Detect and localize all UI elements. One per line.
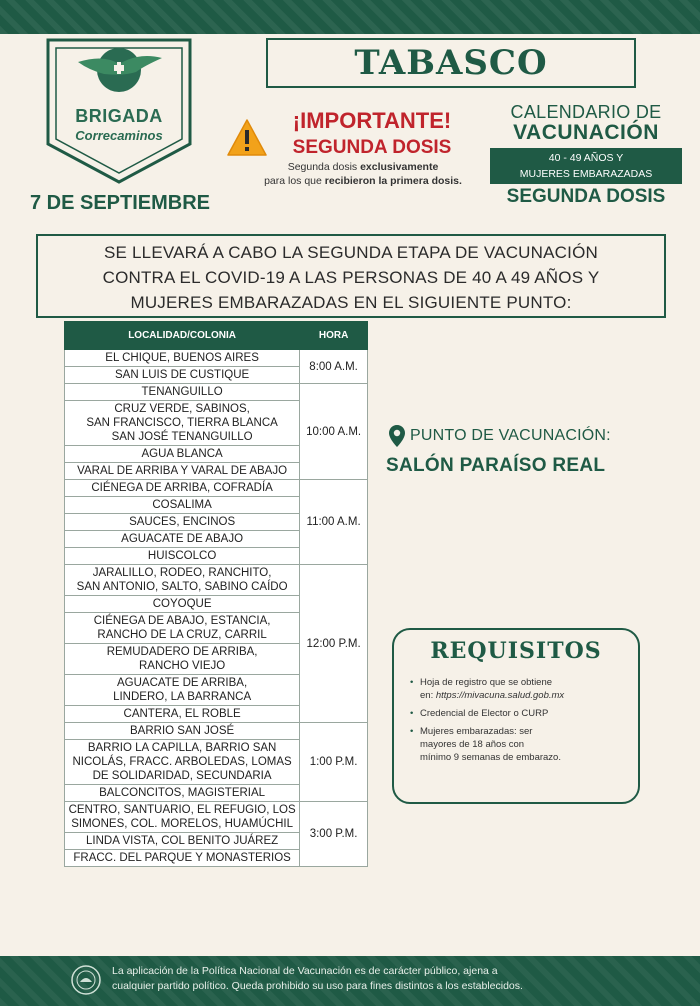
locality-line: EL CHIQUE, BUENOS AIRES xyxy=(105,352,259,364)
requirement-pregnant xyxy=(410,725,634,764)
announcement-line2: CONTRA EL COVID-19 A LAS PERSONAS DE 40 A 49 AÑOS Y xyxy=(102,268,600,287)
calendar-subtitle: VACUNACIÓN xyxy=(513,121,659,144)
requirements-title: REQUISITOS xyxy=(430,638,602,664)
locality-cell xyxy=(65,802,300,833)
requirements-list xyxy=(410,676,634,769)
target-group-box xyxy=(490,148,682,184)
locality-line: CIÉNEGA DE ARRIBA, COFRADÍA xyxy=(91,482,273,494)
locality-cell xyxy=(65,463,300,480)
vaccination-point-label-row xyxy=(388,424,678,448)
locality-cell xyxy=(65,723,300,740)
locality-line: TENANGUILLO xyxy=(141,386,223,398)
locality-line: CENTRO, SANTUARIO, EL REFUGIO, LOS xyxy=(68,804,296,816)
note-line2-text: para los que xyxy=(264,175,325,187)
locality-line: BARRIO LA CAPILLA, BARRIO SAN xyxy=(87,742,277,754)
footer-line2: cualquier partido político. Queda prohibido su uso para fines distintos a los establecidos. xyxy=(112,980,523,992)
vaccination-point-name: SALÓN PARAÍSO REAL xyxy=(386,455,606,476)
time-cell: 11:00 A.M. xyxy=(300,480,368,565)
table-row xyxy=(65,384,368,401)
requirement-registration-line1: Hoja de registro que se obtiene xyxy=(420,677,553,688)
header-time: HORA xyxy=(300,322,368,350)
target-group-line2: MUJERES EMBARAZADAS xyxy=(519,168,653,180)
state-title: TABASCO xyxy=(354,43,548,83)
table-row xyxy=(65,723,368,740)
schedule-body xyxy=(65,350,368,867)
locality-line: LINDERO, LA BARRANCA xyxy=(113,691,252,703)
location-pin-icon xyxy=(388,424,406,448)
locality-line: VARAL DE ARRIBA Y VARAL DE ABAJO xyxy=(77,465,288,477)
locality-line: CRUZ VERDE, SABINOS, xyxy=(114,403,250,415)
requirement-registration-prefix: en: xyxy=(420,690,436,701)
footer-line1: La aplicación de la Política Nacional de Vacunación es de carácter público, ajena a xyxy=(112,965,498,977)
badge-subtitle: Correcaminos xyxy=(75,128,163,143)
locality-line: DE SOLIDARIDAD, SECUNDARIA xyxy=(92,770,272,782)
requirements-box xyxy=(392,628,640,804)
locality-cell xyxy=(65,596,300,613)
requirement-pregnant-line2: mayores de 18 años con xyxy=(420,739,525,750)
locality-line: LINDA VISTA, COL BENITO JUÁREZ xyxy=(86,835,279,847)
calendar-title: CALENDARIO DE xyxy=(510,102,662,122)
government-seal-icon xyxy=(70,964,102,996)
locality-line: AGUACATE DE ABAJO xyxy=(121,533,244,545)
locality-line: RANCHO VIEJO xyxy=(138,660,226,672)
locality-cell xyxy=(65,675,300,706)
requirement-id xyxy=(410,707,634,720)
important-subtitle: SEGUNDA DOSIS xyxy=(292,137,452,158)
locality-line: AGUA BLANCA xyxy=(141,448,223,460)
locality-line: FRACC. DEL PARQUE Y MONASTERIOS xyxy=(73,852,291,864)
locality-cell xyxy=(65,401,300,446)
locality-line: COSALIMA xyxy=(152,499,212,511)
locality-cell xyxy=(65,785,300,802)
target-group-line1: 40 - 49 AÑOS Y xyxy=(548,152,624,164)
locality-cell xyxy=(65,644,300,675)
locality-line: SAN LUIS DE CUSTIQUE xyxy=(115,369,250,381)
table-row xyxy=(65,480,368,497)
time-cell: 10:00 A.M. xyxy=(300,384,368,480)
locality-line: SAUCES, ENCINOS xyxy=(129,516,236,528)
locality-line: SAN JOSÉ TENANGUILLO xyxy=(111,431,253,443)
locality-cell xyxy=(65,613,300,644)
table-row xyxy=(65,565,368,596)
time-cell: 8:00 A.M. xyxy=(300,350,368,384)
locality-cell xyxy=(65,446,300,463)
important-title: ¡IMPORTANTE! xyxy=(292,108,452,133)
table-row xyxy=(65,802,368,833)
footer-disclaimer xyxy=(112,964,632,994)
locality-line: SAN FRANCISCO, TIERRA BLANCA xyxy=(86,417,278,429)
note-line1-text: Segunda dosis xyxy=(287,161,361,173)
locality-cell xyxy=(65,350,300,367)
registration-link[interactable]: https://mivacuna.salud.gob.mx xyxy=(435,690,565,701)
locality-line: SAN ANTONIO, SALTO, SABINO CAÍDO xyxy=(76,581,288,593)
locality-line: CIÉNEGA DE ABAJO, ESTANCIA, xyxy=(93,615,271,627)
requirement-id-text: Credencial de Elector o CURP xyxy=(420,708,549,719)
locality-cell xyxy=(65,833,300,850)
locality-cell xyxy=(65,548,300,565)
dose-eligibility-note xyxy=(232,160,494,188)
note-line1-bold: exclusivamente xyxy=(360,161,439,173)
locality-line: AGUACATE DE ARRIBA, xyxy=(117,677,248,689)
locality-line: HUISCOLCO xyxy=(147,550,217,562)
locality-cell xyxy=(65,367,300,384)
schedule-header-row xyxy=(65,322,368,350)
locality-line: RANCHO DE LA CRUZ, CARRIL xyxy=(97,629,267,641)
locality-cell xyxy=(65,850,300,867)
announcement-line1: SE LLEVARÁ A CABO LA SEGUNDA ETAPA DE VACUNACIÓN xyxy=(104,243,598,262)
locality-line: BARRIO SAN JOSÉ xyxy=(130,725,235,737)
locality-line: COYOQUE xyxy=(152,598,212,610)
time-cell: 3:00 P.M. xyxy=(300,802,368,867)
requirement-pregnant-line3: mínimo 9 semanas de embarazo. xyxy=(420,752,561,763)
announcement-box xyxy=(36,234,666,318)
locality-cell xyxy=(65,565,300,596)
table-row xyxy=(65,350,368,367)
calendar-dose: SEGUNDA DOSIS xyxy=(506,186,666,207)
locality-line: REMUDADERO DE ARRIBA, xyxy=(106,646,258,658)
locality-cell xyxy=(65,480,300,497)
locality-line: CANTERA, EL ROBLE xyxy=(123,708,241,720)
time-cell: 1:00 P.M. xyxy=(300,723,368,802)
locality-line: BALCONCITOS, MAGISTERIAL xyxy=(99,787,266,799)
requirement-pregnant-line1: Mujeres embarazadas: ser xyxy=(420,726,533,737)
locality-cell xyxy=(65,497,300,514)
requirement-registration xyxy=(410,676,634,702)
schedule-table xyxy=(64,321,368,867)
vaccination-point-label: PUNTO DE VACUNACIÓN: xyxy=(410,427,611,444)
locality-cell xyxy=(65,740,300,785)
time-cell: 12:00 P.M. xyxy=(300,565,368,723)
badge-title: BRIGADA xyxy=(75,106,163,126)
locality-line: SIMONES, COL. MORELOS, HUAMÚCHIL xyxy=(71,818,293,830)
state-title-box xyxy=(266,38,636,88)
locality-cell xyxy=(65,514,300,531)
event-date: 7 DE SEPTIEMBRE xyxy=(29,192,211,214)
locality-cell xyxy=(65,384,300,401)
locality-cell xyxy=(65,706,300,723)
top-decorative-band xyxy=(0,0,700,34)
warning-icon xyxy=(226,118,268,158)
note-line2-bold: recibieron la primera dosis. xyxy=(324,175,462,187)
locality-line: NICOLÁS, FRACC. ARBOLEDAS, LOMAS xyxy=(72,756,292,768)
header-locality: LOCALIDAD/COLONIA xyxy=(65,322,300,350)
announcement-line3: MUJERES EMBARAZADAS EN EL SIGUIENTE PUNTO: xyxy=(130,293,572,312)
locality-cell xyxy=(65,531,300,548)
locality-line: JARALILLO, RODEO, RANCHITO, xyxy=(92,567,272,579)
brigada-badge xyxy=(44,36,194,186)
